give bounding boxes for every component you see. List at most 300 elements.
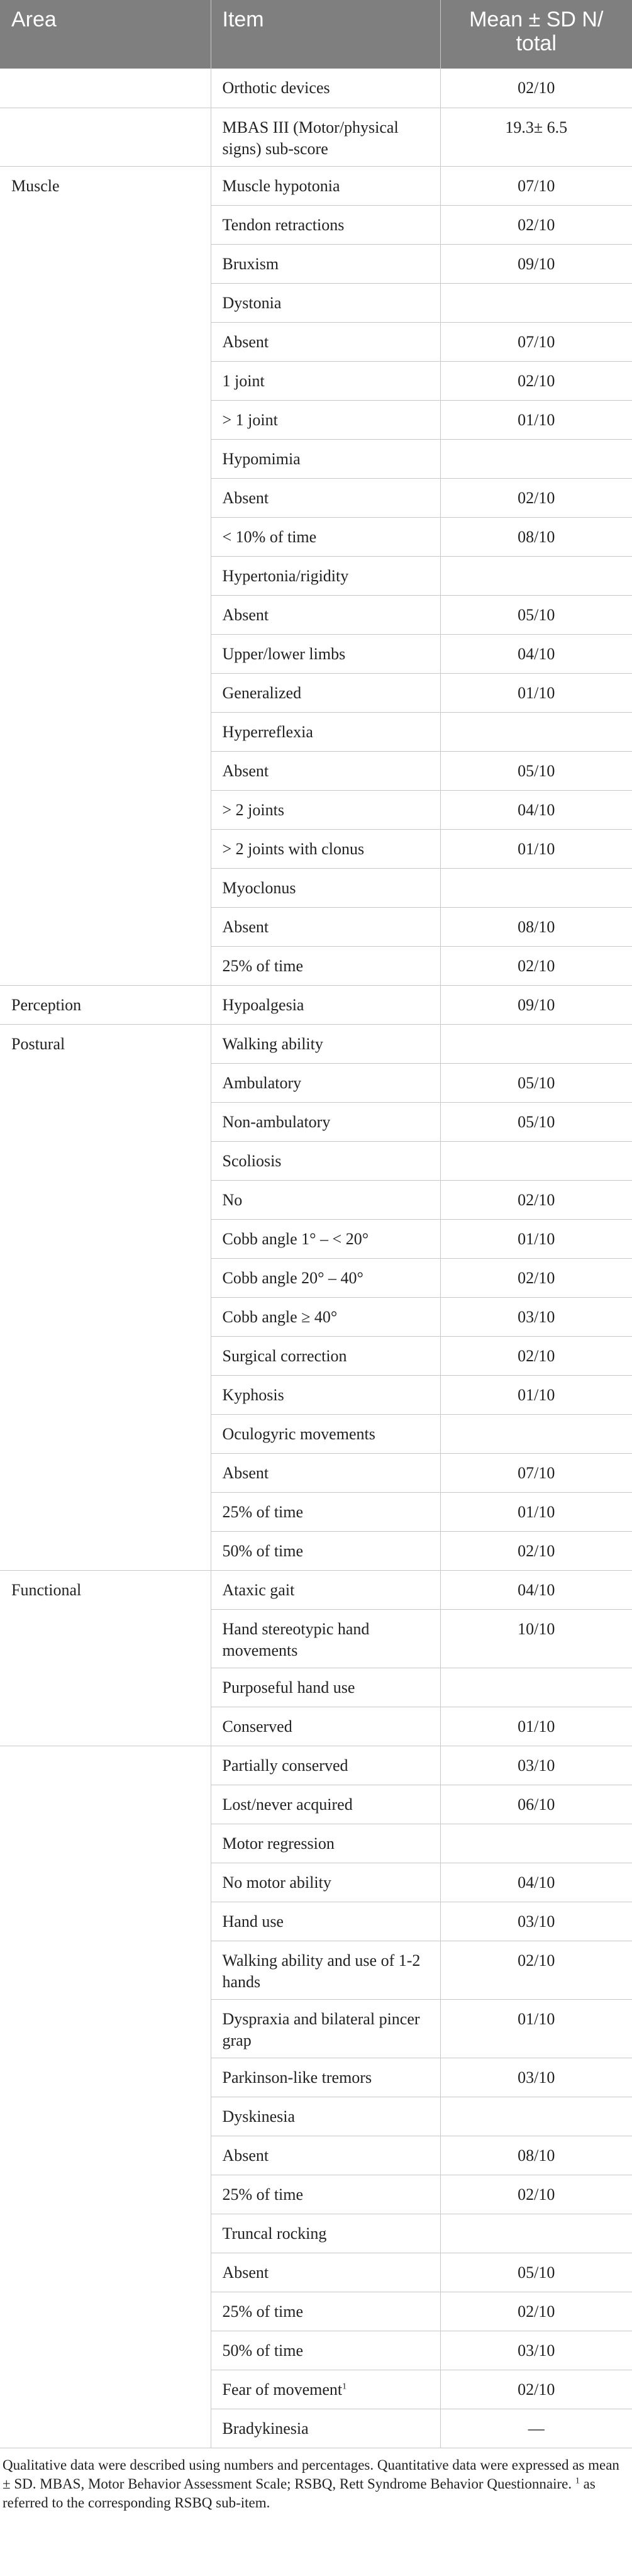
table-row: [0, 2370, 632, 2409]
table-row: [0, 1863, 632, 1902]
cell-value: 02/10: [440, 2370, 632, 2409]
cell-item-text: 25% of time: [222, 956, 304, 975]
table-row: [0, 1941, 632, 1999]
cell-area: [0, 1141, 211, 1180]
table-row: [0, 2292, 632, 2331]
cell-value: 19.3± 6.5: [440, 108, 632, 166]
cell-item-text: Absent: [222, 605, 269, 624]
cell-item: [211, 595, 440, 634]
cell-item-text: Truncal rocking: [222, 2224, 327, 2243]
header-value: [440, 0, 632, 69]
cell-area: [0, 2175, 211, 2214]
cell-area: [0, 2136, 211, 2175]
table-row: [0, 1785, 632, 1824]
cell-value: 02/10: [440, 1336, 632, 1375]
cell-value: 05/10: [440, 1063, 632, 1102]
cell-area: [0, 1785, 211, 1824]
cell-item-text: Upper/lower limbs: [222, 644, 346, 663]
header-value-line2: total: [516, 31, 557, 55]
cell-area: [0, 946, 211, 985]
cell-area: [0, 283, 211, 322]
cell-area: [0, 2370, 211, 2409]
cell-area: [0, 751, 211, 790]
cell-area: [0, 2214, 211, 2253]
cell-item: [211, 1707, 440, 1746]
cell-value: 04/10: [440, 634, 632, 673]
table-row: [0, 2331, 632, 2370]
cell-item-text: Walking ability: [222, 1034, 323, 1053]
cell-area: Muscle: [11, 176, 60, 195]
cell-area: [0, 400, 211, 439]
cell-item: [211, 439, 440, 478]
cell-item: [211, 634, 440, 673]
table-row: [0, 322, 632, 361]
table-row: [0, 205, 632, 244]
table-row: [0, 361, 632, 400]
cell-item: [211, 283, 440, 322]
cell-item-text: Oculogyric movements: [222, 1424, 375, 1443]
table-row: [0, 1141, 632, 1180]
cell-item-text: No: [222, 1190, 243, 1209]
table-row: [0, 673, 632, 712]
cell-value: 07/10: [440, 1453, 632, 1492]
cell-area: [0, 1609, 211, 1668]
cell-item: [211, 517, 440, 556]
table-row: [0, 2409, 632, 2448]
cell-item-text: Cobb angle ≥ 40°: [222, 1307, 338, 1326]
cell-item: [211, 2253, 440, 2292]
cell-item: [211, 556, 440, 595]
cell-value: 01/10: [440, 1999, 632, 2058]
cell-area: [0, 108, 211, 166]
cell-item-text: 25% of time: [222, 2302, 304, 2321]
cell-value: 09/10: [440, 985, 632, 1024]
table-row: [0, 2253, 632, 2292]
cell-area: [0, 1414, 211, 1453]
cell-value: 01/10: [440, 673, 632, 712]
cell-item-text: MBAS III (Motor/physical signs) sub-score: [222, 118, 399, 158]
cell-item: [211, 2136, 440, 2175]
cell-item: [211, 1999, 440, 2058]
cell-item-text: Ataxic gait: [222, 1580, 295, 1599]
table-row: [0, 1707, 632, 1746]
table-row: [0, 244, 632, 283]
cell-area: Perception: [0, 985, 211, 1024]
cell-value: 02/10: [440, 1531, 632, 1570]
cell-item: [211, 1902, 440, 1941]
cell-item-text: 25% of time: [222, 2185, 304, 2204]
cell-item: [211, 946, 440, 985]
cell-item: [211, 1531, 440, 1570]
cell-value: 01/10: [440, 1219, 632, 1258]
cell-item: [211, 907, 440, 946]
cell-area: [0, 2097, 211, 2136]
table-row: [0, 1902, 632, 1941]
table-row: [0, 166, 632, 205]
cell-item: [211, 2214, 440, 2253]
table-row: [0, 1102, 632, 1141]
cell-value: 03/10: [440, 1297, 632, 1336]
cell-area: [0, 1258, 211, 1297]
table-row: [0, 2175, 632, 2214]
cell-item: [211, 2175, 440, 2214]
cell-area: [0, 1902, 211, 1941]
cell-value: 03/10: [440, 2331, 632, 2370]
cell-value: [440, 1668, 632, 1707]
cell-value: [440, 1414, 632, 1453]
cell-area: [0, 1336, 211, 1375]
cell-item: [211, 2292, 440, 2331]
cell-item-text: Hypertonia/rigidity: [222, 566, 349, 585]
cell-area: [0, 1102, 211, 1141]
cell-item-text: Partially conserved: [222, 1756, 348, 1775]
table-row: [0, 69, 632, 108]
cell-item: [211, 1746, 440, 1785]
cell-item-text: Hypomimia: [222, 449, 301, 468]
cell-item-text: < 10% of time: [222, 527, 317, 546]
cell-item: [211, 712, 440, 751]
cell-value: 08/10: [440, 2136, 632, 2175]
table-row: [0, 1297, 632, 1336]
cell-item-text: Dyskinesia: [222, 2107, 296, 2126]
table-row: [0, 634, 632, 673]
cell-item: [211, 361, 440, 400]
cell-value: 03/10: [440, 1746, 632, 1785]
cell-item-text: > 1 joint: [222, 410, 278, 429]
cell-value: 04/10: [440, 790, 632, 829]
cell-item: [211, 1141, 440, 1180]
cell-item-text: > 2 joints with clonus: [222, 839, 365, 858]
cell-item-text: Absent: [222, 1463, 269, 1482]
table-row: [0, 1219, 632, 1258]
cell-item: [211, 1570, 440, 1609]
table-row: [0, 1668, 632, 1707]
cell-item-text: Bruxism: [222, 254, 279, 273]
cell-value: [440, 868, 632, 907]
cell-item-text: No motor ability: [222, 1873, 331, 1892]
cell-item: [211, 751, 440, 790]
cell-item-text: Muscle hypotonia: [222, 176, 340, 195]
table-row: [0, 946, 632, 985]
cell-item: [211, 1219, 440, 1258]
cell-item-text: 50% of time: [222, 1541, 304, 1560]
cell-item-text: Hand stereotypic hand movements: [222, 1619, 370, 1659]
table-row: [0, 1570, 632, 1609]
cell-value: 02/10: [440, 69, 632, 108]
cell-item: [211, 1492, 440, 1531]
table-row: [0, 1024, 632, 1063]
table-row: [0, 1414, 632, 1453]
cell-value: 04/10: [440, 1863, 632, 1902]
cell-item-text: Hand use: [222, 1912, 284, 1931]
cell-value: 01/10: [440, 1492, 632, 1531]
cell-area: [0, 556, 211, 595]
cell-area: Postural: [11, 1034, 65, 1053]
cell-area: [0, 595, 211, 634]
cell-item: [211, 829, 440, 868]
cell-item: [211, 1863, 440, 1902]
cell-area: [0, 1999, 211, 2058]
table-row: [0, 829, 632, 868]
cell-item: [211, 1063, 440, 1102]
cell-value: —: [440, 2409, 632, 2448]
cell-item-footnote-marker: 1: [342, 2381, 347, 2391]
cell-item-text: Cobb angle 1° – < 20°: [222, 1229, 369, 1248]
cell-item: [211, 1336, 440, 1375]
cell-item: [211, 1609, 440, 1668]
cell-item: [211, 1180, 440, 1219]
cell-item: [211, 1102, 440, 1141]
header-value-line1: Mean ± SD N/: [469, 8, 604, 31]
table-row: [0, 2136, 632, 2175]
cell-area: [0, 634, 211, 673]
table-row: [0, 1063, 632, 1102]
cell-value: 01/10: [440, 1707, 632, 1746]
cell-item-text: Cobb angle 20° – 40°: [222, 1268, 363, 1287]
header-item: Item: [211, 0, 440, 69]
cell-item-text: Ambulatory: [222, 1073, 302, 1092]
cell-item-text: Absent: [222, 488, 269, 507]
table-row: [0, 712, 632, 751]
cell-area: [0, 1941, 211, 1999]
table-row: [0, 2214, 632, 2253]
cell-value: 05/10: [440, 1102, 632, 1141]
cell-value: 02/10: [440, 1180, 632, 1219]
cell-value: 04/10: [440, 1570, 632, 1609]
cell-item: [211, 1941, 440, 1999]
cell-area: [0, 1707, 211, 1746]
cell-area: [0, 244, 211, 283]
cell-value: 06/10: [440, 1785, 632, 1824]
cell-area: [0, 790, 211, 829]
cell-item: [211, 2058, 440, 2097]
cell-item-text: Scoliosis: [222, 1151, 282, 1170]
table-row: [0, 751, 632, 790]
cell-value: [440, 283, 632, 322]
cell-value: [440, 2214, 632, 2253]
table-row: [0, 985, 632, 1024]
cell-item: [211, 166, 440, 205]
cell-area: [0, 1219, 211, 1258]
cell-area: [0, 2253, 211, 2292]
cell-value: 02/10: [440, 946, 632, 985]
table-row: [0, 1336, 632, 1375]
cell-value: 01/10: [440, 829, 632, 868]
cell-item-text: Motor regression: [222, 1834, 335, 1853]
cell-area: [0, 1824, 211, 1863]
table-row: [0, 1746, 632, 1785]
footnote-text: Qualitative data were described using numbers and percentages. Quantitative data were expressed as mean ± SD. MBAS, Motor Behavior Assessment Scale; RSBQ, Rett Syndrome Behavior Questionnaire.: [3, 2456, 619, 2492]
cell-area: [0, 2409, 211, 2448]
cell-item-text: Absent: [222, 332, 269, 351]
cell-item: [211, 1375, 440, 1414]
header-row: [0, 0, 632, 69]
cell-area: [0, 907, 211, 946]
cell-area: [0, 2292, 211, 2331]
cell-item-text: Walking ability and use of 1-2 hands: [222, 1951, 421, 1991]
table-row: [0, 907, 632, 946]
cell-item: [211, 1297, 440, 1336]
table-row: [0, 1375, 632, 1414]
table-row: [0, 1824, 632, 1863]
table-footnote: [0, 2448, 632, 2512]
cell-item-text: Absent: [222, 917, 269, 936]
cell-area: [0, 1375, 211, 1414]
cell-area: [0, 478, 211, 517]
cell-area: [0, 1453, 211, 1492]
cell-item-text: Myoclonus: [222, 878, 296, 897]
cell-area: [0, 1531, 211, 1570]
table-row: [0, 2097, 632, 2136]
cell-area: [0, 1180, 211, 1219]
cell-item-text: Conserved: [222, 1717, 292, 1736]
table-row: [0, 556, 632, 595]
cell-value: 02/10: [440, 478, 632, 517]
cell-value: 10/10: [440, 1609, 632, 1668]
cell-value: [440, 2097, 632, 2136]
cell-item-text: Generalized: [222, 683, 302, 702]
table-row: [0, 1258, 632, 1297]
table-row: [0, 108, 632, 166]
footnote-marker: 1: [575, 2475, 580, 2485]
cell-item-text: Tendon retractions: [222, 215, 345, 234]
cell-value: 05/10: [440, 2253, 632, 2292]
cell-item: [211, 205, 440, 244]
cell-area: [0, 322, 211, 361]
cell-item: [211, 1824, 440, 1863]
cell-item: [211, 1258, 440, 1297]
cell-item: [211, 322, 440, 361]
cell-item-text: Kyphosis: [222, 1385, 284, 1404]
cell-area: [0, 2058, 211, 2097]
table-row: [0, 400, 632, 439]
cell-item-text: Non-ambulatory: [222, 1112, 331, 1131]
cell-item-text: Dyspraxia and bilateral pincer grap: [222, 2009, 420, 2049]
table-row: [0, 1999, 632, 2058]
cell-value: 01/10: [440, 400, 632, 439]
cell-item-text: Parkinson-like tremors: [222, 2068, 372, 2087]
cell-item: [211, 1024, 440, 1063]
cell-value: 07/10: [440, 322, 632, 361]
cell-value: [440, 712, 632, 751]
cell-value: [440, 1824, 632, 1863]
cell-item: [211, 478, 440, 517]
cell-area: [0, 1863, 211, 1902]
cell-value: 02/10: [440, 2292, 632, 2331]
cell-area: [0, 712, 211, 751]
table-row: [0, 1453, 632, 1492]
cell-item: [211, 1785, 440, 1824]
cell-area: [0, 439, 211, 478]
cell-item-text: 25% of time: [222, 1502, 304, 1521]
cell-item: [211, 69, 440, 108]
cell-item: [211, 985, 440, 1024]
cell-value: 07/10: [440, 166, 632, 205]
cell-area: [0, 1297, 211, 1336]
table-row: [0, 790, 632, 829]
cell-area: [0, 205, 211, 244]
table-body: [0, 69, 632, 2448]
cell-value: 03/10: [440, 1902, 632, 1941]
cell-item-text: Fear of movement: [222, 2380, 343, 2399]
cell-item: [211, 244, 440, 283]
cell-value: 05/10: [440, 751, 632, 790]
cell-item: [211, 2409, 440, 2448]
cell-value: 02/10: [440, 1258, 632, 1297]
cell-item: [211, 2331, 440, 2370]
cell-item: [211, 108, 440, 166]
table-row: [0, 1492, 632, 1531]
cell-area: [0, 829, 211, 868]
cell-item-text: Absent: [222, 2263, 269, 2282]
cell-item: [211, 2097, 440, 2136]
cell-area: [0, 1492, 211, 1531]
table-row: [0, 2058, 632, 2097]
cell-item-text: > 2 joints: [222, 800, 284, 819]
cell-item: [211, 790, 440, 829]
cell-value: 02/10: [440, 2175, 632, 2214]
cell-value: 05/10: [440, 595, 632, 634]
cell-item-text: Hypoalgesia: [222, 995, 304, 1014]
cell-item-text: 50% of time: [222, 2341, 304, 2360]
table-row: [0, 517, 632, 556]
cell-value: [440, 439, 632, 478]
cell-item: [211, 1668, 440, 1707]
cell-area: [0, 1063, 211, 1102]
cell-area: [0, 1668, 211, 1707]
cell-area: [0, 361, 211, 400]
cell-item: [211, 868, 440, 907]
table-row: [0, 439, 632, 478]
cell-value: 08/10: [440, 517, 632, 556]
cell-item: [211, 1414, 440, 1453]
table-row: [0, 1180, 632, 1219]
cell-value: 03/10: [440, 2058, 632, 2097]
cell-value: 02/10: [440, 205, 632, 244]
cell-value: 09/10: [440, 244, 632, 283]
table-row: [0, 868, 632, 907]
cell-area: [0, 1746, 211, 1785]
cell-item-text: Orthotic devices: [222, 79, 330, 97]
cell-item-text: Absent: [222, 2146, 269, 2165]
cell-item: [211, 400, 440, 439]
cell-item-text: 1 joint: [222, 371, 265, 390]
cell-area: Functional: [11, 1580, 82, 1599]
cell-value: [440, 1024, 632, 1063]
cell-value: 01/10: [440, 1375, 632, 1414]
cell-area: [0, 673, 211, 712]
cell-area: [0, 2331, 211, 2370]
table-row: [0, 1531, 632, 1570]
table-row: [0, 595, 632, 634]
cell-value: 08/10: [440, 907, 632, 946]
cell-item: [211, 1453, 440, 1492]
cell-item-text: Surgical correction: [222, 1346, 347, 1365]
cell-value: [440, 1141, 632, 1180]
cell-area: [0, 69, 211, 108]
cell-item-text: Lost/never acquired: [222, 1795, 353, 1814]
table-header: [0, 0, 632, 69]
cell-value: 02/10: [440, 361, 632, 400]
table-row: [0, 478, 632, 517]
cell-area: [0, 517, 211, 556]
header-area: Area: [0, 0, 211, 69]
cell-item: [211, 2370, 440, 2409]
cell-item: [211, 673, 440, 712]
cell-value: 02/10: [440, 1941, 632, 1999]
table-row: [0, 283, 632, 322]
cell-item-text: Purposeful hand use: [222, 1678, 355, 1697]
